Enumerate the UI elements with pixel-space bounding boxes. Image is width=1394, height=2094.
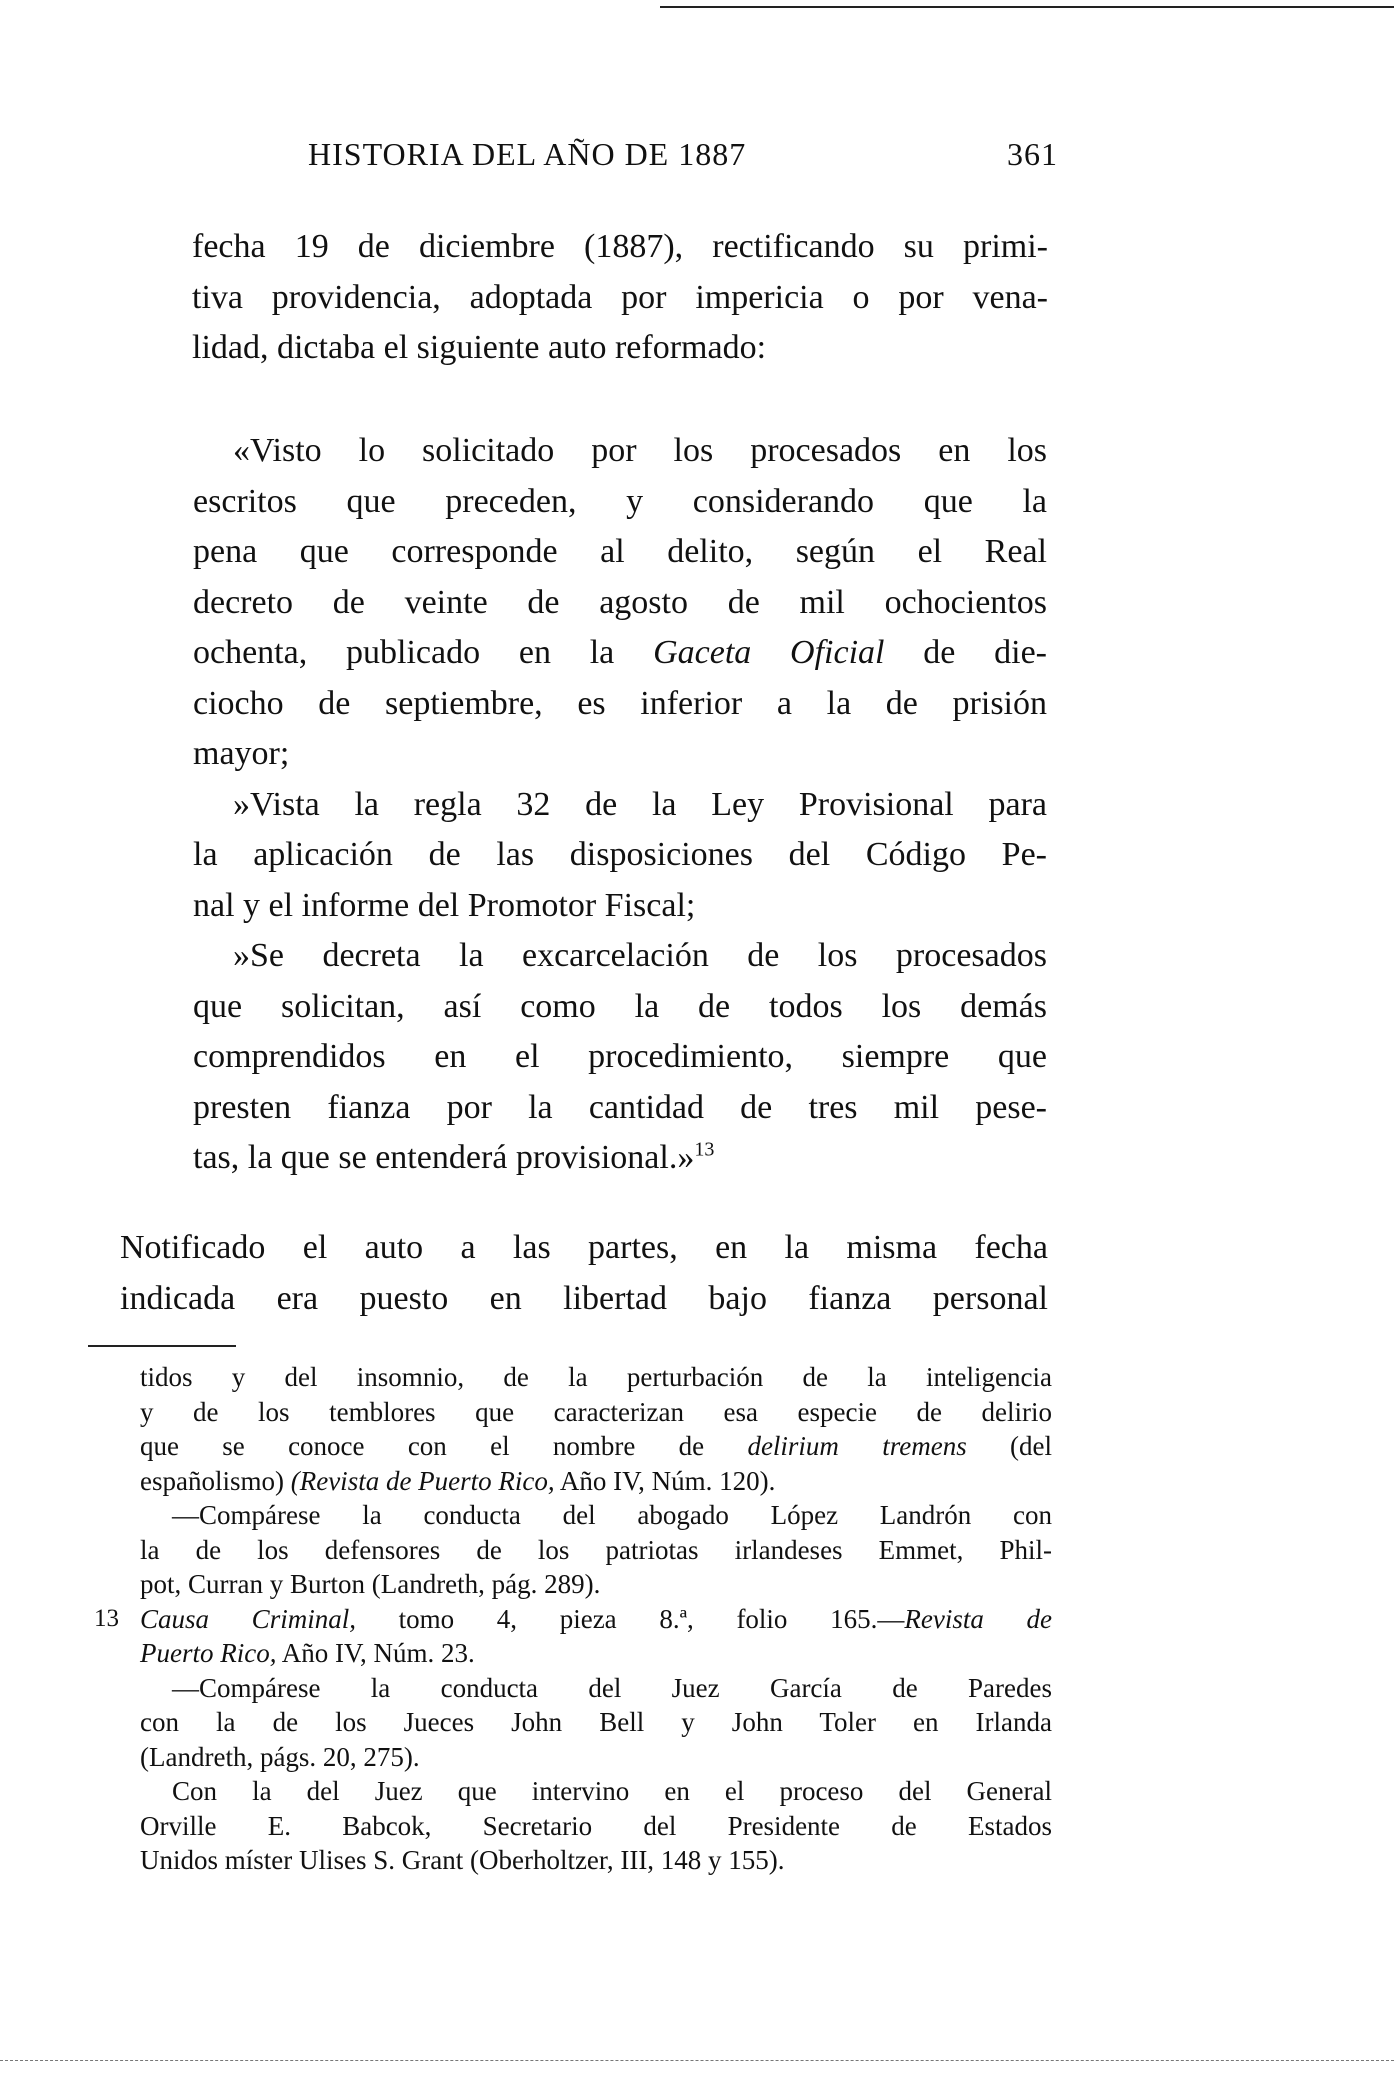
footnotes: [94, 1360, 1052, 1878]
text-segment: ochenta, publicado en la: [193, 634, 654, 671]
footnote-reference: 13: [694, 1138, 715, 1161]
text-segment: de die-: [884, 634, 1048, 671]
italic-title: Causa Criminal,: [140, 1603, 356, 1634]
text-segment: españolismo): [140, 1465, 291, 1496]
footnote-line: y de los temblores que caracterizan esa especie de delirio: [140, 1396, 1052, 1427]
italic-title: Gaceta Oficial: [653, 634, 885, 671]
page-edge-top: [660, 6, 1394, 8]
footnote-separator: [88, 1345, 236, 1347]
page-edge-bottom: [0, 2060, 1394, 2062]
text-line: »Se decreta la excarcelación de los procesados: [233, 937, 1047, 974]
text-line: lidad, dictaba el siguiente auto reformado:: [192, 329, 767, 366]
footnote-line: Orville E. Babcok, Secretario del Presidente de Estados: [140, 1810, 1052, 1841]
text-segment: Año IV, Núm. 23.: [276, 1638, 475, 1668]
italic-title: Revista de: [904, 1603, 1052, 1634]
text-line: pena que corresponde al delito, según el Real: [193, 533, 1047, 570]
footnote-line: —Compárese la conducta del abogado López Landrón con: [172, 1500, 1052, 1530]
footnote-line: [140, 1464, 1052, 1499]
italic-title: Puerto Rico,: [140, 1638, 277, 1668]
footnote-line: Unidos míster Ulises S. Grant (Oberholtzer, III, 148 y 155).: [140, 1845, 785, 1875]
running-title: HISTORIA DEL AÑO DE 1887: [308, 136, 747, 172]
text-line: presten fianza por la cantidad de tres mil pese-: [193, 1088, 1047, 1126]
footnote-line: —Compárese la conducta del Juez García de Paredes: [172, 1672, 1052, 1703]
text-segment: Año IV, Núm. 120).: [554, 1465, 776, 1496]
text-segment: que se conoce con el nombre de: [140, 1431, 748, 1461]
footnote-line: pot, Curran y Burton (Landreth, pág. 289).: [140, 1569, 601, 1599]
text-line: [193, 1133, 1047, 1184]
text-line: decreto de veinte de agosto de mil ochocientos: [193, 583, 1047, 621]
text-line: que solicitan, así como la de todos los demás: [193, 987, 1047, 1025]
footnote-line: la de los defensores de los patriotas irlandeses Emmet, Phil-: [140, 1534, 1052, 1565]
text-line: escritos que preceden, y considerando que la: [193, 482, 1047, 520]
text-line: ciocho de septiembre, es inferior a la de prisión: [193, 684, 1047, 722]
italic-term: delirium tremens: [747, 1431, 967, 1461]
text-line: indicada era puesto en libertad bajo fianza personal: [120, 1279, 1048, 1317]
footnote-line: Con la del Juez que intervino en el proceso del General: [172, 1776, 1052, 1806]
text-line: comprendidos en el procedimiento, siempre que: [193, 1038, 1047, 1075]
text-line: fecha 19 de diciembre (1887), rectificando su primi-: [192, 228, 1048, 265]
text-line: Notificado el auto a las partes, en la misma fecha: [120, 1229, 1048, 1266]
footnote-marker: 13: [94, 1604, 119, 1632]
text-line: [193, 628, 1047, 679]
opening-paragraph: [192, 222, 1048, 374]
footnote-line: [140, 1602, 1052, 1637]
text-segment: tomo 4, pieza 8.ª, folio 165.—: [355, 1603, 905, 1634]
text-line: mayor;: [193, 735, 290, 772]
footnote-13: [94, 1602, 1052, 1637]
text-segment: (del: [966, 1431, 1052, 1461]
text-segment: tas, la que se entenderá provisional.»: [193, 1139, 695, 1176]
footnote-line: tidos y del insomnio, de la perturbación de la inteligencia: [140, 1362, 1052, 1392]
italic-title: (Revista de Puerto Rico,: [290, 1465, 555, 1496]
footnote-line: [140, 1429, 1052, 1464]
text-line: nal y el informe del Promotor Fiscal;: [193, 886, 696, 924]
text-line: la aplicación de las disposiciones del Código Pe-: [193, 836, 1047, 873]
footnote-line: (Landreth, págs. 20, 275).: [140, 1741, 420, 1772]
quoted-decree: [193, 426, 1047, 1184]
text-line: »Vista la regla 32 de la Ley Provisional para: [233, 785, 1047, 823]
page-number: 361: [1007, 136, 1058, 172]
text-line: «Visto lo solicitado por los procesados en los: [233, 432, 1047, 469]
second-paragraph: [120, 1223, 1048, 1324]
footnote-line: [140, 1636, 1052, 1671]
text-line: tiva providencia, adoptada por impericia o por vena-: [192, 278, 1048, 316]
footnote-line: con la de los Jueces John Bell y John Toler en Irlanda: [140, 1707, 1052, 1737]
